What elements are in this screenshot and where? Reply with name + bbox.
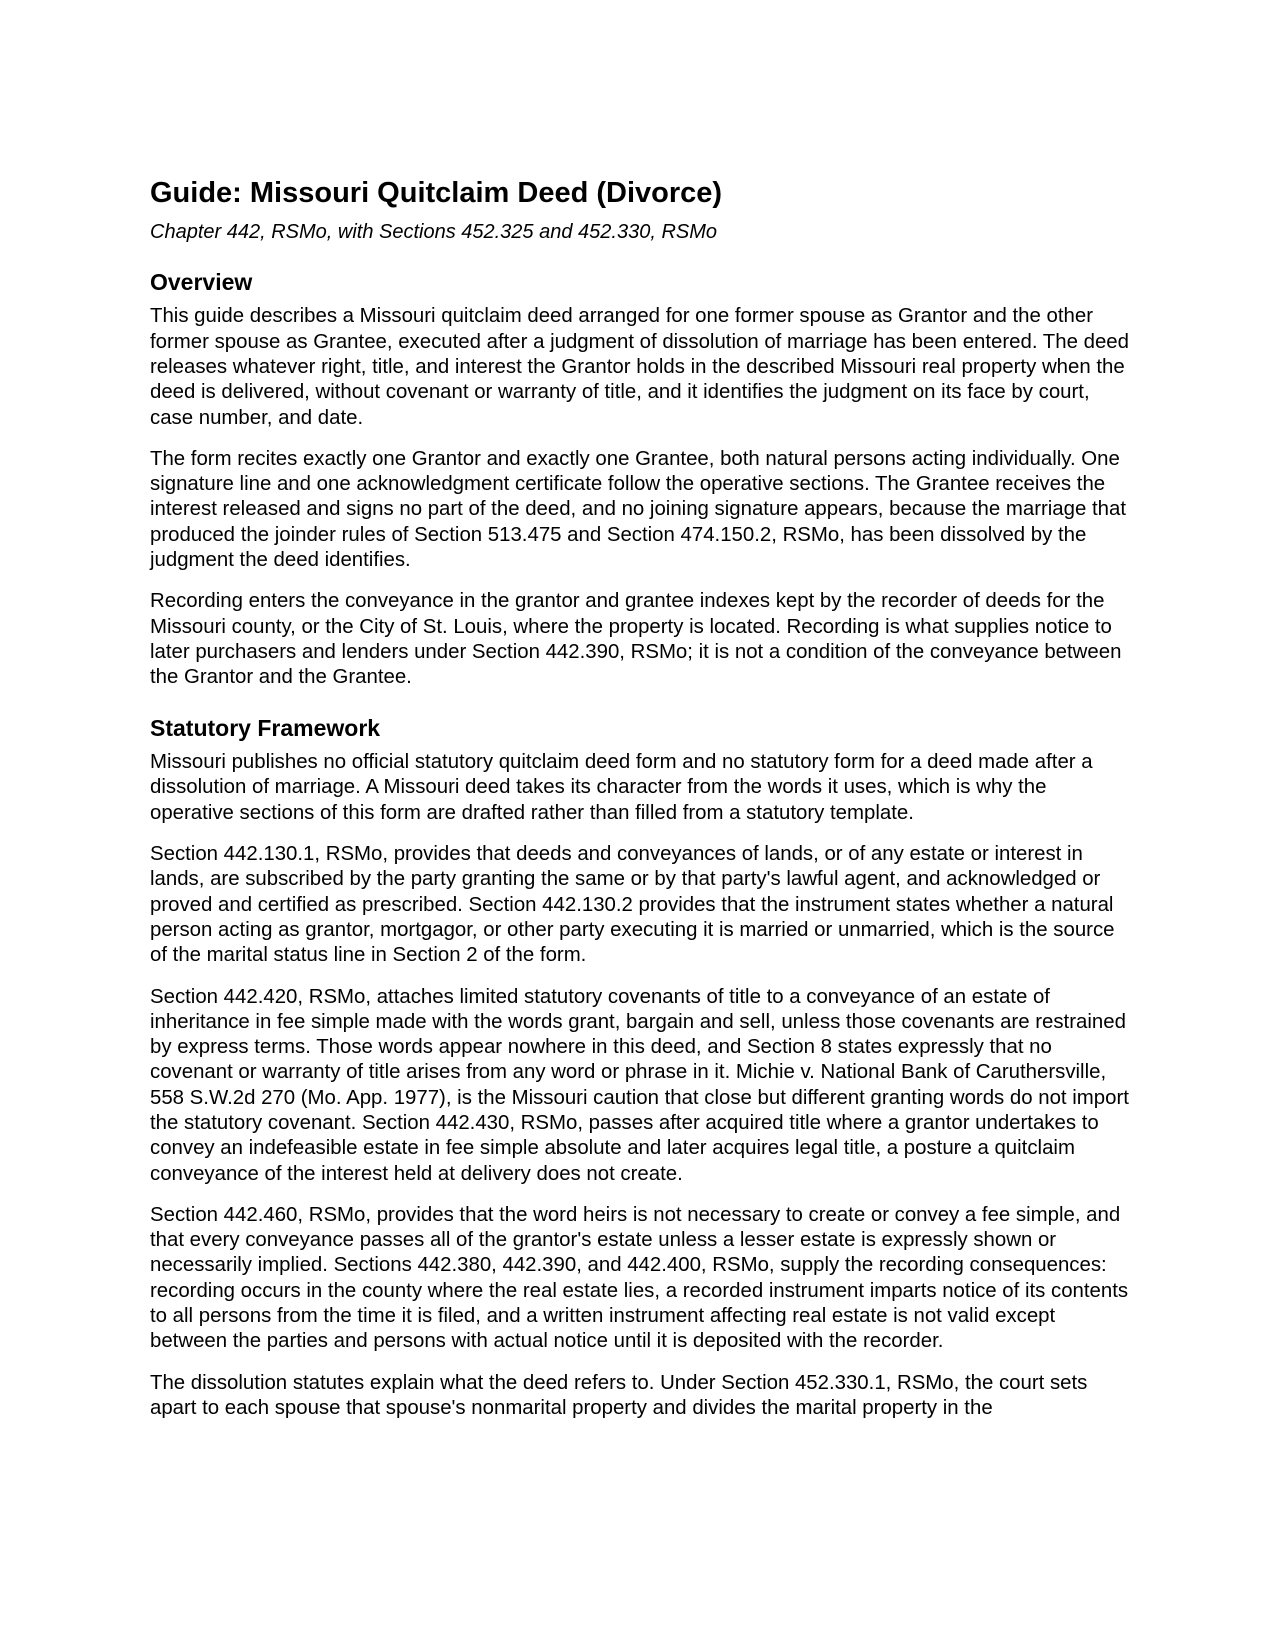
framework-paragraph-3: Section 442.420, RSMo, attaches limited statutory covenants of title to a conveyance of an estate of inheritance in fee simple made with the words grant, bargain and sell, unless those covenants are restrained by express terms. Those words appear nowhere in this deed, and Section 8 states expressly that no covenant or warranty of title arises from any word or phrase in it. Michie v. National Bank of Caruthersville, 558 S.W.2d 270 (Mo. App. 1977), is the Missouri caution that close but different granting words do not import the statutory covenant. Section 442.430, RSMo, passes after acquired title where a grantor undertakes to convey an indefeasible estate in fee simple absolute and later acquires legal title, a posture a quitclaim conveyance of the interest held at delivery does not create. [150, 985, 1129, 1185]
document-subtitle: Chapter 442, RSMo, with Sections 452.325 and 452.330, RSMo [150, 220, 718, 243]
framework-paragraph-4: Section 442.460, RSMo, provides that the word heirs is not necessary to create or convey a fee simple, and that every conveyance passes all of the grantor's estate unless a lesser estate is expressly shown or necessarily implied. Sections 442.380, 442.390, and 442.400, RSMo, supply the recording consequences: recording occurs in the county where the real estate lies, a recorded instrument imparts notice of its contents to all persons from the time it is filed, and a written instrument affecting real estate is not valid except between the parties and persons with actual notice until it is deposited with the recorder. [150, 1203, 1129, 1353]
overview-paragraph-2: The form recites exactly one Grantor and exactly one Grantee, both natural persons acting individually. One signature line and one acknowledgment certificate follow the operative sections. The Grantee receives the interest released and signs no part of the deed, and no joining signature appears, because the marriage that produced the joinder rules of Section 513.475 and Section 474.150.2, RSMo, has been dissolved by the judgment the deed identifies. [150, 447, 1127, 572]
section-heading-statutory-framework: Statutory Framework [150, 714, 381, 741]
overview-paragraph-3: Recording enters the conveyance in the grantor and grantee indexes kept by the recorder of deeds for the Missouri county, or the City of St. Louis, where the property is located. Recording is what supplies notice to later purchasers and lenders under Section 442.390, RSMo; it is not a condition of the conveyance between the Grantor and the Grantee. [150, 590, 1122, 689]
framework-paragraph-5: The dissolution statutes explain what the deed refers to. Under Section 452.330.1, RSMo, the court sets apart to each spouse that spouse's nonmarital property and divides the marital property in the [150, 1371, 1088, 1419]
framework-paragraph-1: Missouri publishes no official statutory quitclaim deed form and no statutory form for a deed made after a dissolution of marriage. A Missouri deed takes its character from the words it uses, which is why the operative sections of this form are drafted rather than filled from a statutory template. [150, 751, 1093, 824]
overview-paragraph-1: This guide describes a Missouri quitclaim deed arranged for one former spouse as Grantor and the other former spouse as Grantee, executed after a judgment of dissolution of marriage has been entered. The deed releases whatever right, title, and interest the Grantor holds in the described Missouri real property when the deed is delivered, without covenant or warranty of title, and it identifies the judgment on its face by court, case number, and date. [150, 305, 1129, 429]
framework-paragraph-2: Section 442.130.1, RSMo, provides that deeds and conveyances of lands, or of any estate or interest in lands, are subscribed by the party granting the same or by that party's lawful agent, and acknowledged or proved and certified as prescribed. Section 442.130.2 provides that the instrument states whether a natural person acting as grantor, mortgagor, or other party executing it is married or unmarried, which is the source of the marital status line in Section 2 of the form. [150, 843, 1115, 967]
section-heading-overview: Overview [150, 268, 253, 295]
document-title: Guide: Missouri Quitclaim Deed (Divorce) [150, 177, 723, 209]
document-page [150, 176, 1130, 1421]
